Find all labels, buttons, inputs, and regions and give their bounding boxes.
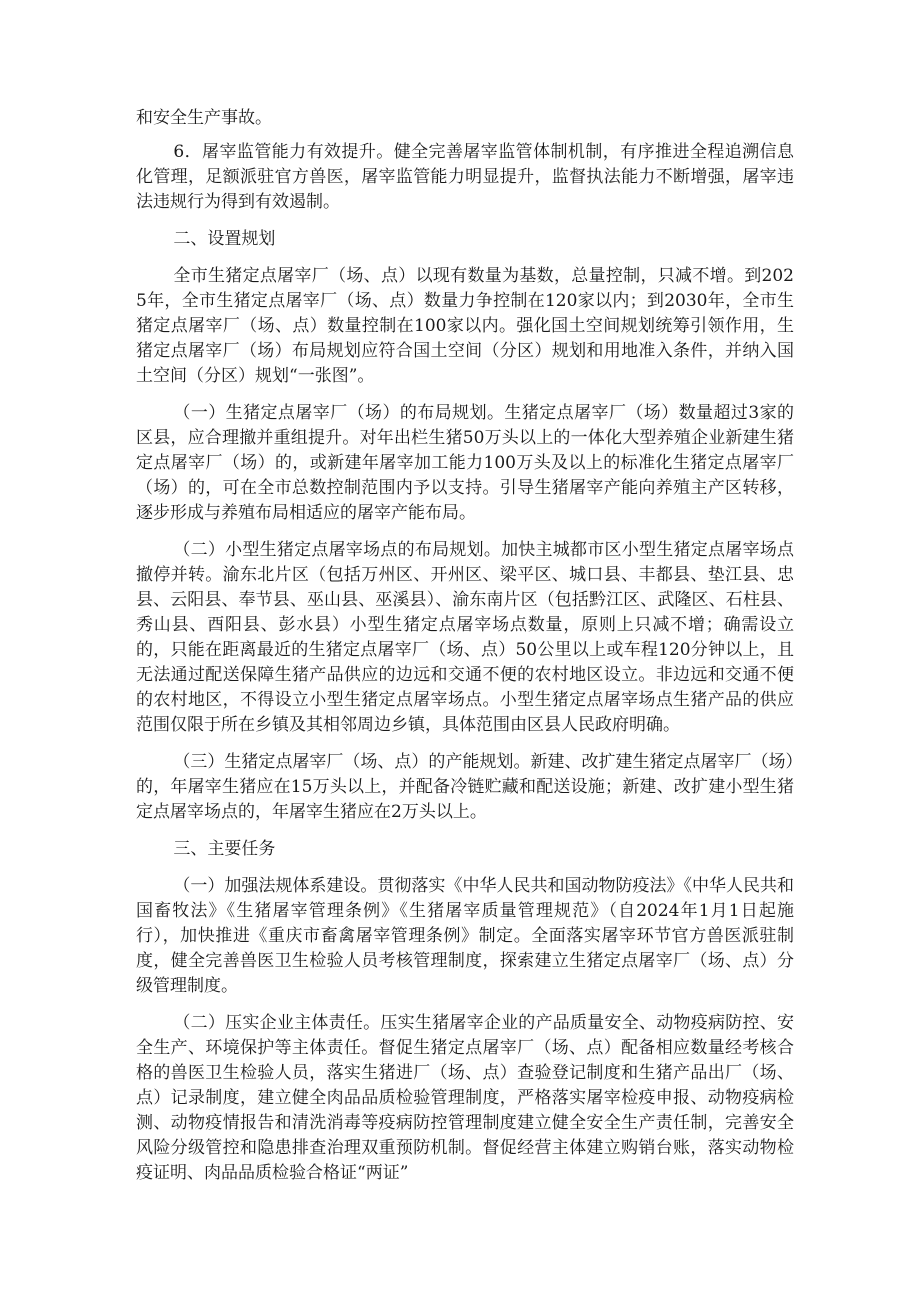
paragraph-enterprise-responsibility: （二）压实企业主体责任。压实生猪屠宰企业的产品质量安全、动物疫病防控、安全生产、环境保护等主体责任。督促生猪定点屠宰厂（场、点）配备相应数量经考核合格的兽医卫生检验人员，落实生猪进厂（场、点）查验登记制度和生猪产品出厂（场、点）记录制度，建立健全肉品品质检验管理制度，严格落实屠宰检疫申报、动物疫病检测、动物疫情报告和清洗消毒等疫病防控管理制度建立健全安全生产责任制，完善安全风险分级管控和隐患排查治理双重预防机制。督促经营主体建立购销台账，落实动物检疫证明、肉品品质检验合格证“两证” <box>136 1013 794 1183</box>
section-heading-tasks: 三、主要任务 <box>173 839 276 859</box>
section-heading-planning: 二、设置规划 <box>173 229 276 249</box>
paragraph-total-control: 全市生猪定点屠宰厂（场、点）以现有数量为基数，总量控制，只减不增。到2025年，全市生猪定点屠宰厂（场、点）数量力争控制在120家以内；到2030年，全市生猪定点屠宰厂（场、点）数量控制在100家以内。强化国土空间规划统筹引领作用，生猪定点屠宰厂（场）布局规划应符合国土空间（分区）规划和用地准入条件，并纳入国土空间（分区）规划“一张图”。 <box>136 266 794 386</box>
paragraph-layout-plan-plants: （一）生猪定点屠宰厂（场）的布局规划。生猪定点屠宰厂（场）数量超过3家的区县，应合理撤并重组提升。对年出栏生猪50万头以上的一体化大型养殖企业新建生猪定点屠宰厂（场）的，或新建年屠宰加工能力100万头及以上的标准化生猪定点屠宰厂（场）的，可在全市总数控制范围内予以支持。引导生猪屠宰产能向养殖主产区转移，逐步形成与养殖布局相适应的屠宰产能布局。 <box>136 403 794 523</box>
paragraph-legal-system: （一）加强法规体系建设。贯彻落实《中华人民共和国动物防疫法》《中华人民共和国畜牧法》《生猪屠宰管理条例》《生猪屠宰质量管理规范》（自2024年1月1日起施行），加快推进《重庆市畜禽屠宰管理条例》制定。全面落实屠宰环节官方兽医派驻制度，健全完善兽医卫生检验人员考核管理制度，探索建立生猪定点屠宰厂（场、点）分级管理制度。 <box>136 876 794 996</box>
document-page <box>136 106 794 1186</box>
paragraph-supervision-capability: 6．屠宰监管能力有效提升。健全完善屠宰监管体制机制，有序推进全程追溯信息化管理，足额派驻官方兽医，屠宰监管能力明显提升，监督执法能力不断增强，屠宰违法违规行为得到有效遏制。 <box>136 142 794 212</box>
paragraph-layout-plan-small-sites: （二）小型生猪定点屠宰场点的布局规划。加快主城都市区小型生猪定点屠宰场点撤停并转。渝东北片区（包括万州区、开州区、梁平区、城口县、丰都县、垫江县、忠县、云阳县、奉节县、巫山县、巫溪县）、渝东南片区（包括黔江区、武隆区、石柱县、秀山县、酉阳县、彭水县）小型生猪定点屠宰场点数量，原则上只减不增；确需设立的，只能在距离最近的生猪定点屠宰厂（场、点）50公里以上或车程120分钟以上，且无法通过配送保障生猪产品供应的边远和交通不便的农村地区设立。非边远和交通不便的农村地区，不得设立小型生猪定点屠宰场点。小型生猪定点屠宰场点生猪产品的供应范围仅限于所在乡镇及其相邻周边乡镇，具体范围由区县人民政府明确。 <box>136 540 794 735</box>
paragraph-capacity-plan: （三）生猪定点屠宰厂（场、点）的产能规划。新建、改扩建生猪定点屠宰厂（场）的，年屠宰生猪应在15万头以上，并配备冷链贮藏和配送设施；新建、改扩建小型生猪定点屠宰场点的，年屠宰生猪应在2万头以上。 <box>136 752 794 822</box>
paragraph-continuation: 和安全生产事故。 <box>136 108 272 128</box>
